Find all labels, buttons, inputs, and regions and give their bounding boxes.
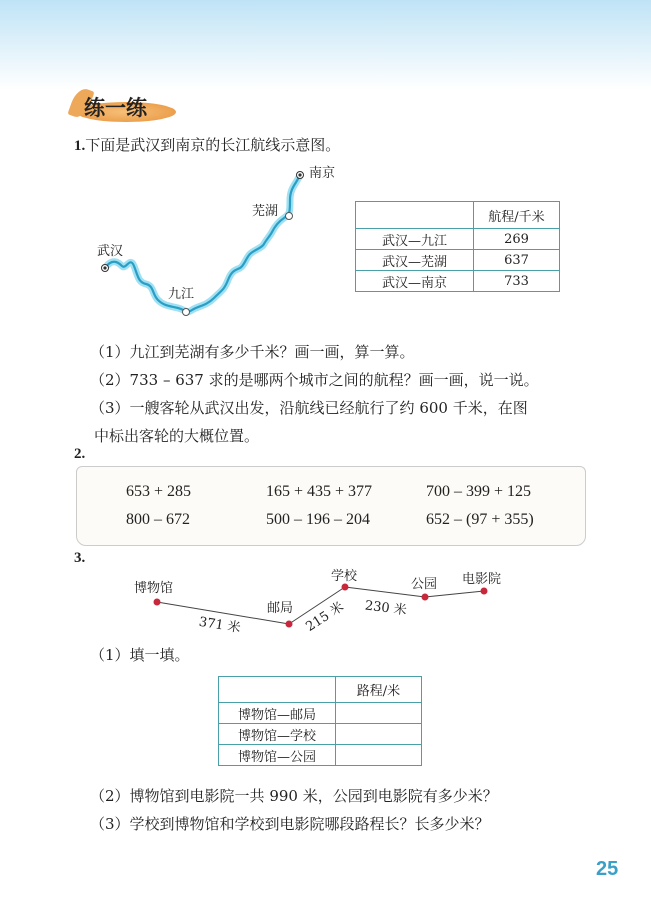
answer-cell[interactable] <box>336 703 422 724</box>
distance-table <box>355 201 560 292</box>
answer-cell[interactable] <box>336 724 422 745</box>
label-park: 公园 <box>411 577 438 592</box>
expr: 653 + 285 <box>126 483 192 500</box>
distance-label: 230 米 <box>363 598 408 619</box>
school-point <box>342 584 349 591</box>
exercise-box <box>76 466 586 546</box>
table-row: 武汉—南京 733 <box>356 271 560 292</box>
yangtze-route <box>105 175 300 312</box>
distance-label: 215 米 <box>303 599 347 635</box>
post-office-point <box>286 621 293 628</box>
river-glow <box>105 175 300 312</box>
expr: 652 – (97 + 355) <box>426 511 534 528</box>
route-table <box>218 676 422 766</box>
table-row: 武汉—芜湖 637 <box>356 250 560 271</box>
expr: 800 – 672 <box>126 511 190 528</box>
label-cinema: 电影院 <box>462 572 502 587</box>
label-jiujiang: 九江 <box>168 287 195 302</box>
table-row: 博物馆—学校 <box>219 724 422 745</box>
q1-sub2: （2）733 – 637 求的是哪两个城市之间的航程？画一画，说一说。 <box>90 371 539 389</box>
table-row: 博物馆—公园 <box>219 745 422 766</box>
label-museum: 博物馆 <box>134 581 174 596</box>
label-post-office: 邮局 <box>267 601 294 616</box>
expr: 500 – 196 – 204 <box>266 511 370 528</box>
page-number: 25 <box>596 858 619 880</box>
museum-point <box>154 599 161 606</box>
q1-text: 下面是武汉到南京的长江航线示意图。 <box>85 136 341 154</box>
label-nanjing: 南京 <box>309 166 336 181</box>
cinema-point <box>481 588 488 595</box>
jiujiang-point <box>183 309 190 316</box>
col-header: 路程/米 <box>336 677 422 703</box>
expr: 165 + 435 + 377 <box>266 483 373 500</box>
distance-label: 371 米 <box>197 614 242 637</box>
table-row: 博物馆—邮局 <box>219 703 422 724</box>
table-row: 武汉—九江 269 <box>356 229 560 250</box>
label-school: 学校 <box>331 569 358 584</box>
q1-number: 1. <box>74 138 86 154</box>
q3-sub2: （2）博物馆到电影院一共 990 米，公园到电影院有多少米？ <box>90 787 498 805</box>
q1-sub3: （3）一艘客轮从武汉出发，沿航线已经航行了约 600 千米，在图 <box>90 399 528 417</box>
label-wuhu: 芜湖 <box>252 204 279 219</box>
q3-sub1: （1）填一填。 <box>90 646 190 664</box>
wuhu-point <box>286 213 293 220</box>
label-wuhan: 武汉 <box>97 244 124 259</box>
q1-sub1: （1）九江到芜湖有多少千米？画一画，算一算。 <box>90 343 415 361</box>
q3-sub3: （3）学校到博物馆和学校到电影院哪段路程长？长多少米？ <box>90 815 490 833</box>
section-title: 练一练 <box>84 96 147 120</box>
park-point <box>422 594 429 601</box>
q2-number: 2. <box>74 446 86 462</box>
col-header: 航程/千米 <box>474 202 560 229</box>
q1-sub3-cont: 中标出客轮的大概位置。 <box>94 427 260 445</box>
answer-cell[interactable] <box>336 745 422 766</box>
expr: 700 – 399 + 125 <box>426 483 532 500</box>
q3-number: 3. <box>74 550 86 566</box>
